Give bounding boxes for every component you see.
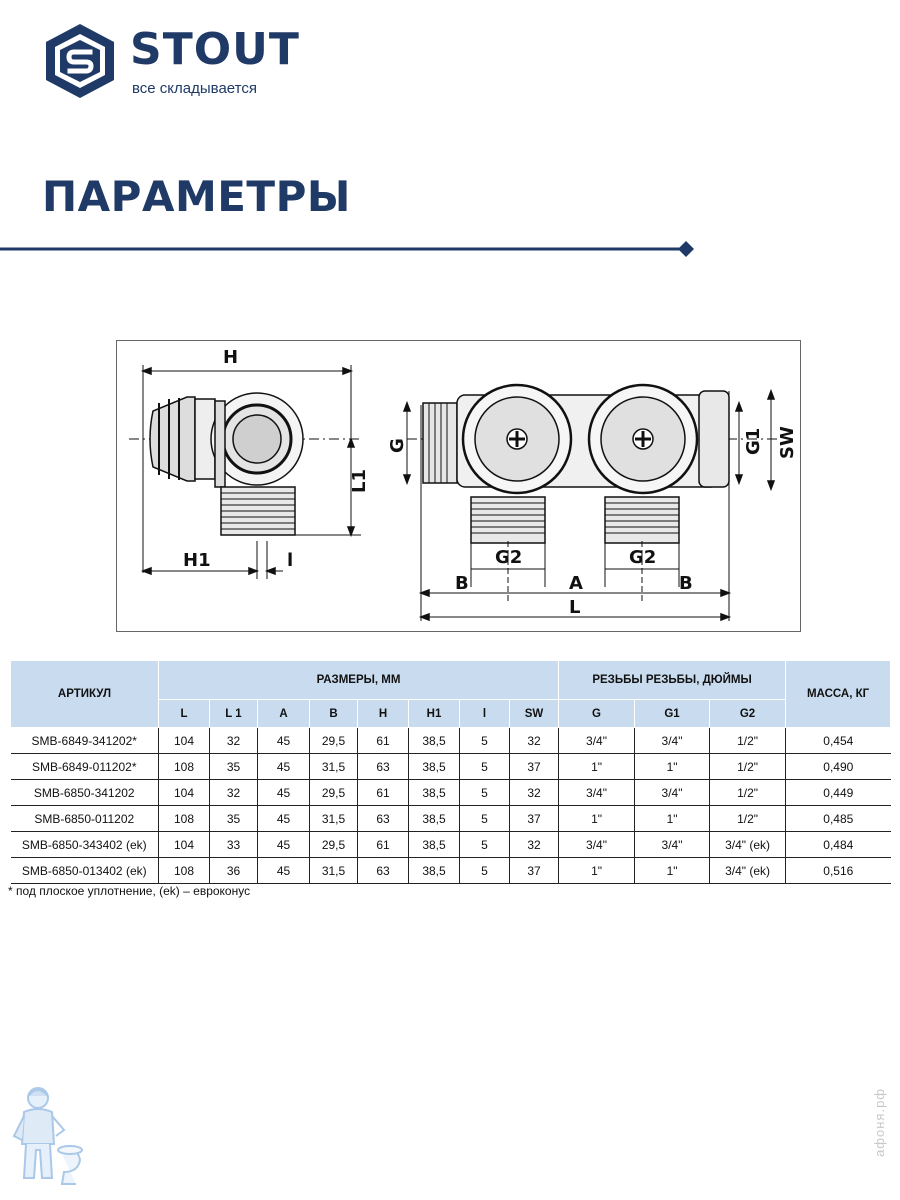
table-cell: 32 [510, 832, 559, 858]
col-header-sw: SW [510, 700, 559, 728]
table-cell: 45 [258, 780, 310, 806]
page-title: ПАРАМЕТРЫ [42, 172, 351, 221]
table-cell: 0,484 [786, 832, 891, 858]
table-cell: 1" [635, 858, 710, 884]
dim-g: G [387, 438, 408, 453]
table-cell: 1" [559, 754, 635, 780]
table-cell: 61 [358, 780, 409, 806]
table-cell: 3/4" [635, 728, 710, 754]
table-cell: 38,5 [409, 858, 460, 884]
table-cell: 32 [210, 780, 258, 806]
table-cell: 31,5 [310, 806, 358, 832]
table-cell: 5 [460, 728, 510, 754]
table-cell: 61 [358, 832, 409, 858]
table-cell: 32 [510, 728, 559, 754]
table-cell: 104 [159, 832, 210, 858]
table-cell: 5 [460, 858, 510, 884]
article-cell: SMB-6850-343402 (ek) [11, 832, 159, 858]
table-cell: 5 [460, 754, 510, 780]
table-cell: 0,449 [786, 780, 891, 806]
table-cell: 1/2" [710, 806, 786, 832]
stout-hexagon-icon [44, 22, 116, 100]
col-header-g1: G1 [635, 700, 710, 728]
table-cell: 31,5 [310, 754, 358, 780]
table-cell: 35 [210, 754, 258, 780]
table-row [11, 858, 891, 884]
sizes-header: РАЗМЕРЫ, ММ [159, 661, 559, 700]
table-cell: 33 [210, 832, 258, 858]
table-cell: 61 [358, 728, 409, 754]
table-cell: 29,5 [310, 728, 358, 754]
article-cell: SMB-6850-013402 (ek) [11, 858, 159, 884]
table-cell: 1" [559, 806, 635, 832]
dim-g2-right: G2 [629, 547, 657, 568]
article-cell: SMB-6850-011202 [11, 806, 159, 832]
table-cell: 32 [510, 780, 559, 806]
col-header-g: G [559, 700, 635, 728]
dim-sw: SW [777, 426, 798, 459]
technical-drawing [116, 340, 801, 632]
table-cell: 45 [258, 806, 310, 832]
col-header-a: A [258, 700, 310, 728]
table-cell: 63 [358, 754, 409, 780]
table-row [11, 780, 891, 806]
dim-l1: L1 [349, 469, 370, 493]
table-cell: 0,516 [786, 858, 891, 884]
table-cell: 1/2" [710, 754, 786, 780]
dim-a: A [569, 573, 583, 594]
mass-header: МАССА, КГ [786, 661, 891, 728]
table-cell: 3/4" [559, 832, 635, 858]
table-cell: 29,5 [310, 780, 358, 806]
table-cell: 45 [258, 832, 310, 858]
table-cell: 32 [210, 728, 258, 754]
article-cell: SMB-6849-011202* [11, 754, 159, 780]
table-row [11, 728, 891, 754]
table-cell: 0,454 [786, 728, 891, 754]
table-cell: 38,5 [409, 806, 460, 832]
dim-b-left: B [455, 573, 469, 594]
dim-g2-left: G2 [495, 547, 523, 568]
table-cell: 36 [210, 858, 258, 884]
dim-l: L [569, 597, 581, 618]
table-cell: 108 [159, 754, 210, 780]
plumber-mascot-icon [8, 1080, 88, 1190]
col-header-l: L [159, 700, 210, 728]
table-cell: 1/2" [710, 728, 786, 754]
table-cell: 29,5 [310, 832, 358, 858]
table-cell: 38,5 [409, 754, 460, 780]
table-cell: 31,5 [310, 858, 358, 884]
table-row [11, 832, 891, 858]
table-cell: 3/4" [635, 780, 710, 806]
table-cell: 38,5 [409, 780, 460, 806]
dim-b-right: B [679, 573, 693, 594]
specification-table [10, 660, 891, 884]
table-cell: 1" [635, 806, 710, 832]
stout-logo [44, 22, 300, 102]
col-header-l1: L 1 [210, 700, 258, 728]
table-cell: 35 [210, 806, 258, 832]
col-header-h: H [358, 700, 409, 728]
table-cell: 1/2" [710, 780, 786, 806]
table-cell: 63 [358, 806, 409, 832]
title-divider [0, 238, 700, 262]
table-cell: 3/4" [559, 780, 635, 806]
table-cell: 3/4" [559, 728, 635, 754]
table-cell: 5 [460, 806, 510, 832]
brand-name: STOUT [130, 24, 300, 75]
table-cell: 38,5 [409, 728, 460, 754]
table-cell: 38,5 [409, 832, 460, 858]
dim-g1: G1 [743, 427, 764, 455]
table-cell: 45 [258, 754, 310, 780]
article-header: АРТИКУЛ [11, 661, 159, 728]
article-cell: SMB-6849-341202* [11, 728, 159, 754]
threads-header: РЕЗЬБЫ РЕЗЬБЫ, ДЮЙМЫ [559, 661, 786, 700]
table-cell: 5 [460, 780, 510, 806]
table-row [11, 806, 891, 832]
table-cell: 0,490 [786, 754, 891, 780]
table-cell: 37 [510, 806, 559, 832]
table-cell: 5 [460, 832, 510, 858]
table-cell: 45 [258, 858, 310, 884]
table-cell: 104 [159, 780, 210, 806]
dim-h: H [223, 347, 239, 368]
col-header-g2: G2 [710, 700, 786, 728]
brand-tagline: все складывается [132, 80, 257, 97]
table-cell: 3/4" (ek) [710, 858, 786, 884]
table-cell: 3/4" (ek) [710, 832, 786, 858]
table-cell: 37 [510, 858, 559, 884]
footnote: * под плоское уплотнение, (ek) – евроконус [8, 884, 251, 898]
table-row [11, 754, 891, 780]
table-cell: 45 [258, 728, 310, 754]
table-cell: 1" [635, 754, 710, 780]
table-cell: 0,485 [786, 806, 891, 832]
dim-h1: H1 [183, 550, 211, 571]
col-header-h1: H1 [409, 700, 460, 728]
table-cell: 108 [159, 858, 210, 884]
table-cell: 104 [159, 728, 210, 754]
table-cell: 37 [510, 754, 559, 780]
col-header-l-small: l [460, 700, 510, 728]
article-cell: SMB-6850-341202 [11, 780, 159, 806]
watermark: афоня.рф [872, 1088, 887, 1157]
col-header-b: B [310, 700, 358, 728]
table-cell: 108 [159, 806, 210, 832]
dim-l-small: l [287, 550, 294, 571]
table-cell: 3/4" [635, 832, 710, 858]
table-cell: 1" [559, 858, 635, 884]
table-cell: 63 [358, 858, 409, 884]
